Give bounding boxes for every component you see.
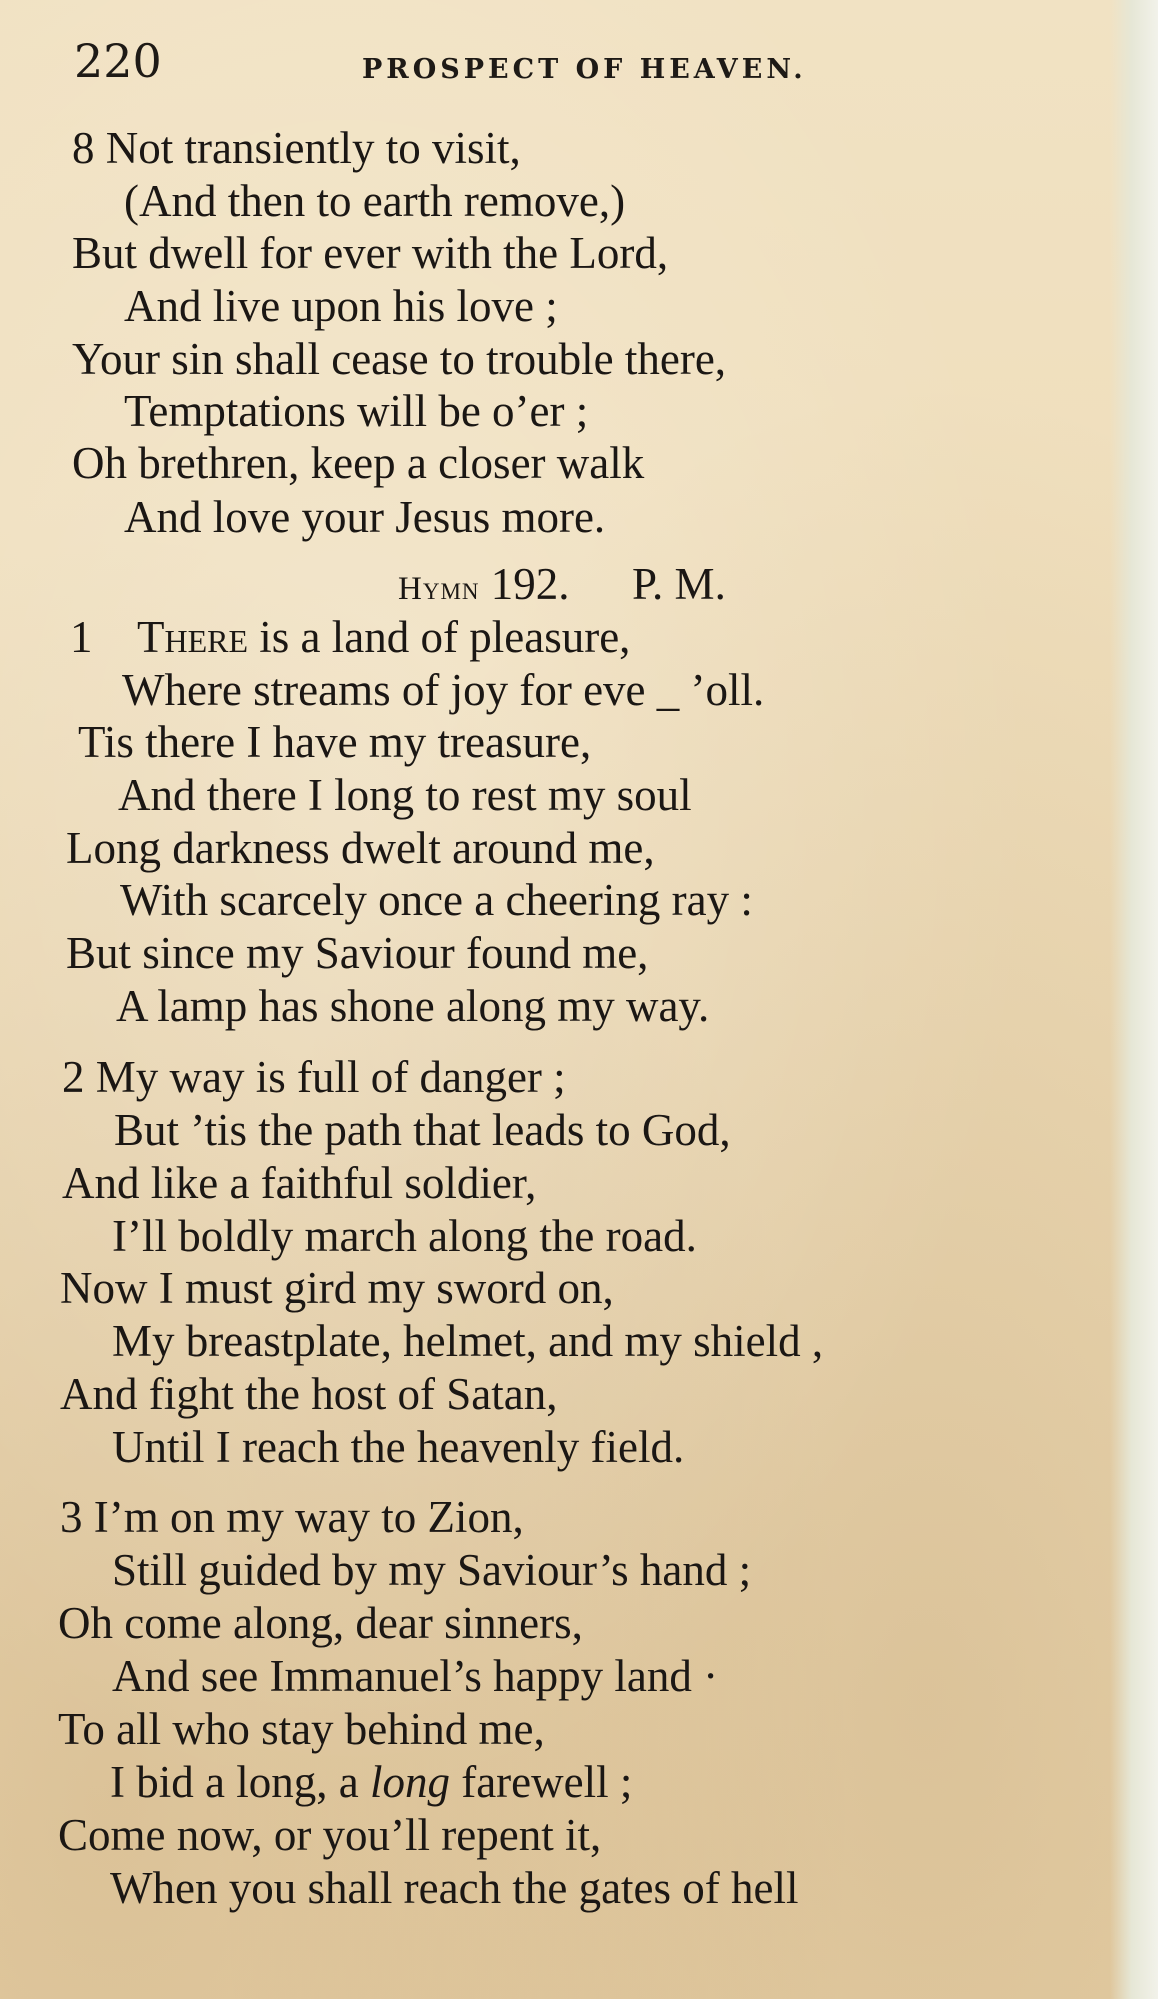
stanza-line: And live upon his love ; <box>124 281 558 331</box>
stanza-line: (And then to earth remove,) <box>124 176 626 226</box>
stanza-line: And see Immanuel’s happy land · <box>112 1651 719 1701</box>
stanza-line: And there I long to rest my soul <box>118 770 692 820</box>
stanza-line: Your sin shall cease to trouble there, <box>72 334 727 384</box>
hymn-number: 192. <box>490 559 570 609</box>
hymn-heading <box>398 559 726 609</box>
stanza-line: With scarcely once a cheering ray : <box>120 875 753 925</box>
first-word: There <box>137 612 249 662</box>
stanza-line: When you shall reach the gates of hell <box>110 1863 799 1913</box>
stanza-line: Still guided by my Saviour’s hand ; <box>112 1545 752 1595</box>
stanza-line: My breastplate, helmet, and my shield , <box>112 1316 824 1366</box>
stanza-number: 1 <box>70 612 93 662</box>
running-title: PROSPECT OF HEAVEN. <box>362 54 807 85</box>
first-line-rest: is a land of pleasure, <box>259 612 631 662</box>
stanza-line: Oh brethren, keep a closer walk <box>72 438 645 488</box>
stanza-line: And love your Jesus more. <box>124 492 606 542</box>
stanza-line: Tis there I have my treasure, <box>78 717 592 767</box>
stanza-line: Long darkness dwelt around me, <box>66 823 655 873</box>
stanza-line: Where streams of joy for eve _ ’oll. <box>122 665 765 715</box>
stanza-line: And fight the host of Satan, <box>60 1369 558 1419</box>
stanza-first-line <box>70 612 631 662</box>
stanza-line: 2 My way is full of danger ; <box>62 1052 566 1102</box>
farewell-after: farewell ; <box>449 1757 633 1807</box>
page-edge <box>1110 0 1158 1999</box>
farewell-italic: long <box>369 1757 450 1807</box>
hymn-word: Hymn <box>398 571 480 607</box>
page-number: 220 <box>74 34 162 88</box>
stanza-line: A lamp has shone along my way. <box>116 981 710 1031</box>
stanza-line: Now I must gird my sword on, <box>60 1263 614 1313</box>
stanza-line: But ’tis the path that leads to God, <box>114 1105 731 1155</box>
stanza-line: Oh come along, dear sinners, <box>58 1598 583 1648</box>
hymn-meter: P. M. <box>632 559 726 609</box>
stanza-line: Temptations will be o’er ; <box>124 386 589 436</box>
stanza-line: To all who stay behind me, <box>58 1704 545 1754</box>
farewell-before: I bid a long, a <box>110 1757 370 1807</box>
stanza-line: 8 Not transiently to visit, <box>72 123 521 173</box>
stanza-line: Come now, or you’ll repent it, <box>58 1810 602 1860</box>
stanza-line: But dwell for ever with the Lord, <box>72 228 669 278</box>
stanza-line: But since my Saviour found me, <box>66 928 649 978</box>
stanza-line: I’ll boldly march along the road. <box>112 1211 697 1261</box>
stanza-line: Until I reach the heavenly field. <box>112 1422 685 1472</box>
stanza-line: And like a faithful soldier, <box>62 1158 537 1208</box>
stanza-line: 3 I’m on my way to Zion, <box>60 1492 524 1542</box>
stanza-line <box>110 1757 633 1807</box>
